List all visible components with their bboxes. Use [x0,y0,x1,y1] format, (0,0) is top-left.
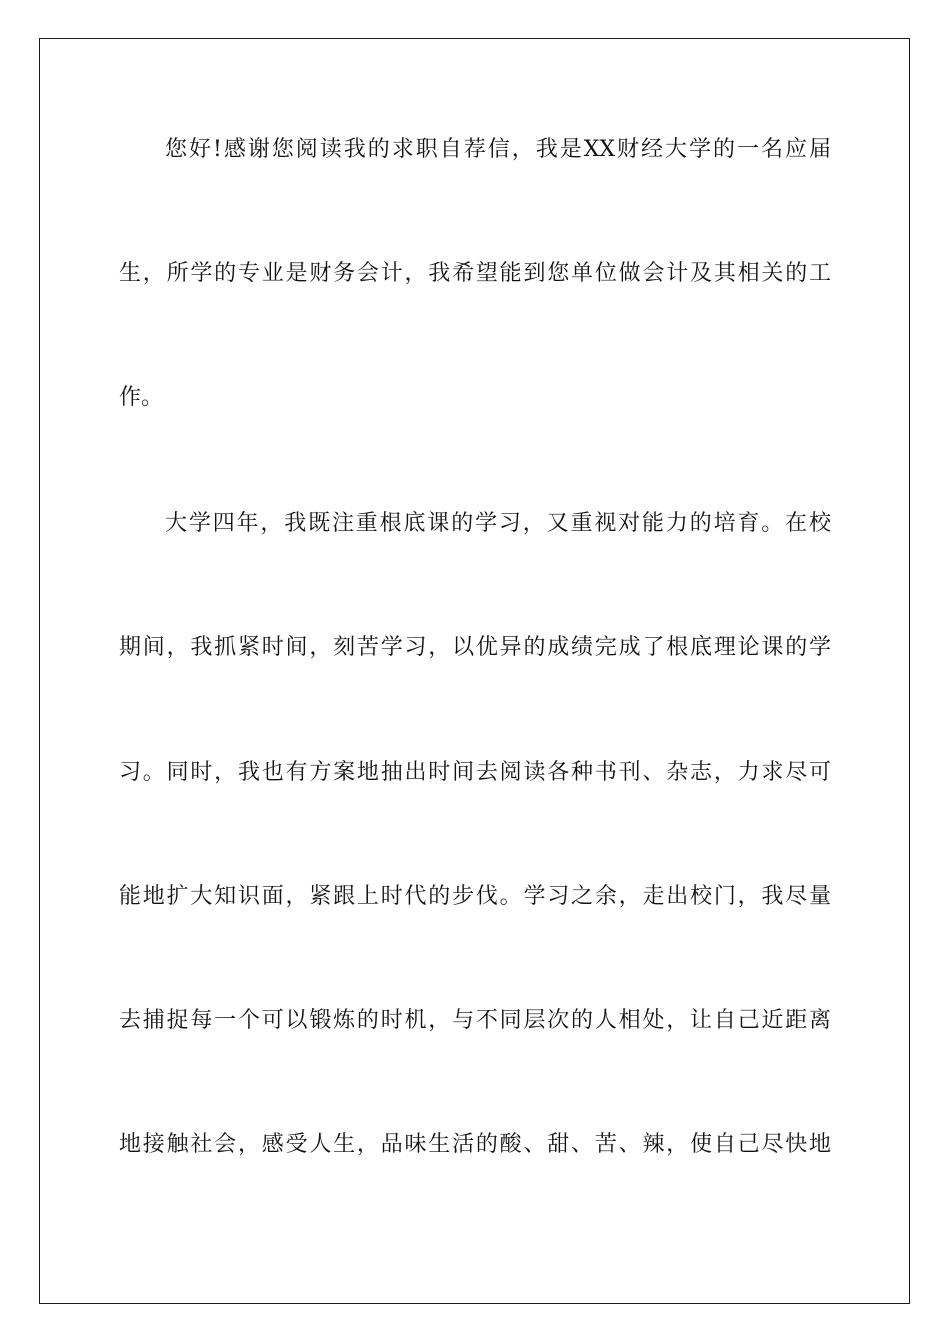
paragraph-2-line-3: 习。同时，我也有方案地抽出时间去阅读各种书刊、杂志，力求尽可 [119,760,831,785]
paragraph-2-line-1: 大学四年，我既注重根底课的学习，又重视对能力的培育。在校 [165,511,831,536]
paragraph-1-line-1: 您好!感谢您阅读我的求职自荐信，我是XX财经大学的一名应届 [165,137,831,162]
paragraph-2-line-6: 地接触社会，感受人生，品味生活的酸、甜、苦、辣，使自己尽快地 [119,1132,831,1157]
paragraph-1-line-3: 作。 [119,385,164,410]
paragraph-1-line-2: 生，所学的专业是财务会计，我希望能到您单位做会计及其相关的工 [119,261,831,286]
paragraph-2-line-2: 期间，我抓紧时间，刻苦学习，以优异的成绩完成了根底理论课的学 [119,635,831,660]
paragraph-2-line-4: 能地扩大知识面，紧跟上时代的步伐。学习之余，走出校门，我尽量 [119,884,831,909]
document-page [39,38,910,1304]
paragraph-2-line-5: 去捕捉每一个可以锻炼的时机，与不同层次的人相处，让自己近距离 [119,1008,831,1033]
